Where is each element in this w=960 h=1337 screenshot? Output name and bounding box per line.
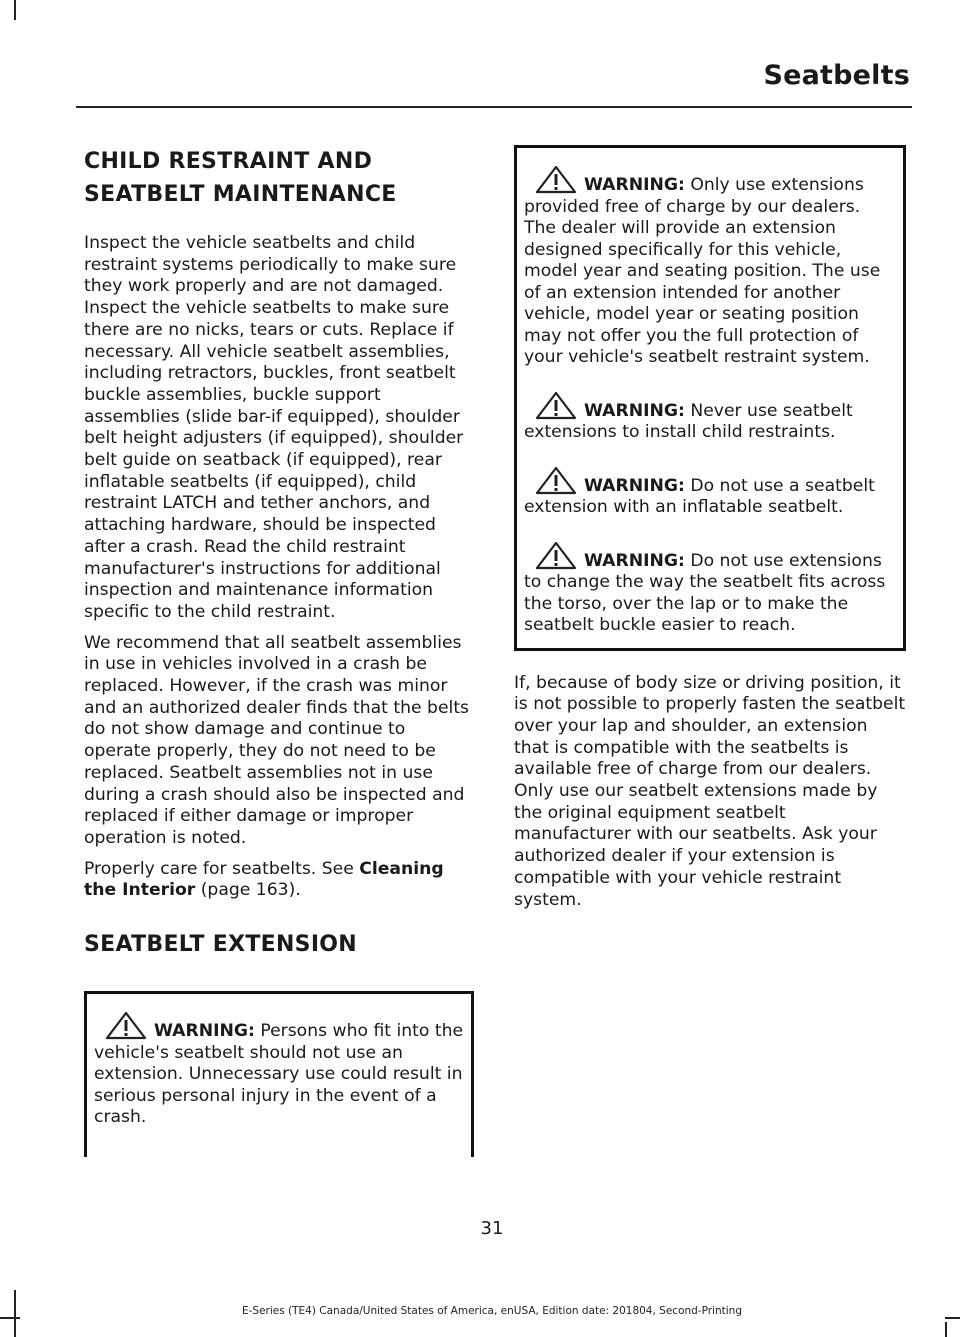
warning-triangle-icon: [104, 1010, 148, 1040]
warning-item: [94, 994, 464, 1129]
warning-box-left: [84, 991, 474, 1157]
warning-triangle-icon: [534, 465, 578, 495]
warning-item: [524, 465, 896, 519]
warning-item: [524, 540, 896, 637]
warning-text: Never use seatbelt extensions to install child restraints.: [524, 400, 853, 442]
paragraph-care: [84, 859, 474, 902]
cross-reference-link[interactable]: Cleaning the Interior: [84, 858, 444, 901]
section-title: Seatbelts: [763, 60, 910, 91]
warning-item: [524, 390, 896, 444]
crop-mark-bottom-right-v: [945, 1322, 947, 1337]
warning-label: WARNING:: [584, 475, 685, 496]
crop-mark-bottom-left: [0, 1317, 20, 1319]
right-column: [514, 145, 906, 911]
warning-box-right: [514, 145, 906, 651]
care-page-ref: (page 163).: [195, 880, 301, 901]
crop-mark-bottom-right: [945, 1317, 960, 1319]
warning-label: WARNING:: [584, 400, 685, 421]
paragraph-recommend: We recommend that all seatbelt assemblies in use in vehicles involved in a crash be replaced. However, if the crash was minor and an authorized dealer finds that the belts do not show damage and continue to operate properly, they do not need to be replaced. Seatbelt assemblies not in use during a crash should also be inspected and replaced if either damage or improper operation is noted.: [84, 632, 470, 848]
paragraph-inspect: Inspect the vehicle seatbelts and child restraint systems periodically to make sure they work properly and are not damaged. Inspect the vehicle seatbelts to make sure there are no nicks, tears or cuts. Replace if necessary. All vehicle seatbelt assemblies, including retractors, buckles, front seatbelt buckle assemblies, buckle support assemblies (slide bar-if equipped), shoulder belt height adjusters (if equipped), shoulder belt guide on seatback (if equipped), rear inflatable seatbelts (if equipped), child restraint LATCH and tether anchors, and attaching hardware, should be inspected after a crash. Read the child restraint manufacturer's instructions for additional inspection and maintenance information specific to the child restraint.: [84, 233, 464, 622]
warning-triangle-icon: [534, 390, 578, 420]
warning-triangle-icon: [534, 164, 578, 194]
paragraph-extension-availability: If, because of body size or driving position, it is not possible to properly fasten the seatbelt over your lap and shoulder, an extension that is compatible with the seatbelts is available free of charge from our dealers. Only use our seatbelt extensions made by the original equipment seatbelt manufacturer with our seatbelts. Ask your authorized dealer if your extension is compatible with your vehicle restraint system.: [514, 672, 906, 910]
crop-mark-top-left: [14, 0, 16, 20]
care-text: Properly care for seatbelts. See: [84, 858, 360, 879]
header-divider: [76, 106, 912, 108]
warning-text: Persons who fit into the vehicle's seatbelt should not use an extension. Unnecessary use could result in serious personal injury in the event of a crash.: [94, 1021, 464, 1128]
page-number: 31: [480, 1218, 504, 1239]
warning-text: Do not use a seatbelt extension with an inflatable seatbelt.: [524, 475, 875, 517]
warning-label: WARNING:: [584, 550, 685, 571]
edition-footer: E-Series (TE4) Canada/United States of America, enUSA, Edition date: 201804, Second-Printing: [241, 1305, 742, 1317]
heading-child-restraint-maintenance: CHILD RESTRAINT AND SEATBELT MAINTENANCE: [84, 149, 397, 207]
warning-text: Do not use extensions to change the way the seatbelt fits across the torso, over the lap or to make the seatbelt buckle easier to reach.: [524, 550, 886, 635]
warning-label: WARNING:: [584, 175, 685, 195]
warning-triangle-icon: [534, 540, 578, 570]
warning-label: WARNING:: [154, 1021, 255, 1042]
warning-text: Only use extensions provided free of charge by our dealers. The dealer will provide an extension designed specifically for this vehicle, model year and seating position. The use of an extension intended for another vehicle, model year or seating position may not offer you the full protection of your vehicle's seatbelt restraint system.: [524, 175, 881, 367]
left-column: [84, 145, 474, 1157]
warning-item: [524, 148, 896, 369]
heading-seatbelt-extension: SEATBELT EXTENSION: [84, 932, 358, 958]
